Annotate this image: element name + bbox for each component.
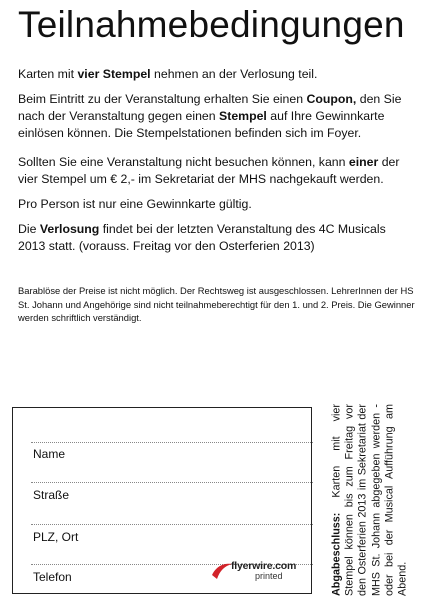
text-bold: Coupon, [306,92,357,106]
deadline-note [320,402,420,598]
city-line[interactable] [31,524,313,525]
paragraph-missed-event [18,154,416,188]
text-bold: Verlosung [39,222,100,236]
paragraph-draw [18,221,416,255]
phone-label: Telefon [33,570,72,584]
swoosh-icon [211,561,233,581]
page-title: Teilnahmebedingungen [18,4,405,45]
text: auf Ihre Gewinnkarte einlösen können. Die Stempelstationen befinden sich im Foyer. [18,109,385,140]
deadline-text [330,404,409,596]
conditions-text [18,66,416,255]
deadline-body: Karten mit vier Stempel können bis zum Freitag vor den Osterferien 2013 im Sekretariat der MHS St. Johann abgegeben werden - oder bei der Musical Aufführung am Abend. [330,404,409,596]
text: Karten mit [18,67,78,81]
street-line[interactable] [31,482,313,483]
text-bold: Stempel [219,109,267,123]
text: der vier Stempel um € 2,- im Sekretariat der MHS nachgekauft werden. [18,155,400,186]
text: nehmen an der Verlosung teil. [150,67,318,81]
paragraph-one-card: Pro Person ist nur eine Gewinnkarte gültig. [18,197,252,211]
logo-subtext: printed [255,571,283,581]
street-label: Straße [33,488,70,502]
deadline-label: Abgabeschluss: [330,512,343,596]
paragraph-stamps [18,66,416,83]
text: den Sie nach der Veranstaltung gegen einen [18,92,402,123]
text: Die [18,222,40,236]
contact-form-box [12,407,312,594]
fine-print-text: Barablöse der Preise ist nicht möglich. Der Rechtsweg ist ausgeschlossen. LehrerInnen der HS St. Johann und Angehörige sind nicht teilnahmeberechtigt für den 1. und 2. Preis. Die Gewinner werden schriftlich verständigt. [18,285,415,323]
logo-text: flyerwire.com [231,560,297,572]
text-bold: einer [348,155,379,169]
paragraph-coupon [18,91,416,142]
text: findet bei der letzten Veranstaltung des 4C Musicals 2013 statt. (vorauss. Freitag vor den Osterferien 2013) [18,222,386,253]
city-label: PLZ, Ort [33,530,79,544]
text: Sollten Sie eine Veranstaltung nicht besuchen können, kann [18,155,349,169]
name-label: Name [33,447,66,461]
flyerwire-logo [211,559,299,583]
fine-print [18,284,418,325]
text-bold: vier Stempel [77,67,151,81]
name-line[interactable] [31,442,313,443]
text: Beim Eintritt zu der Veranstaltung erhalten Sie einen [18,92,307,106]
